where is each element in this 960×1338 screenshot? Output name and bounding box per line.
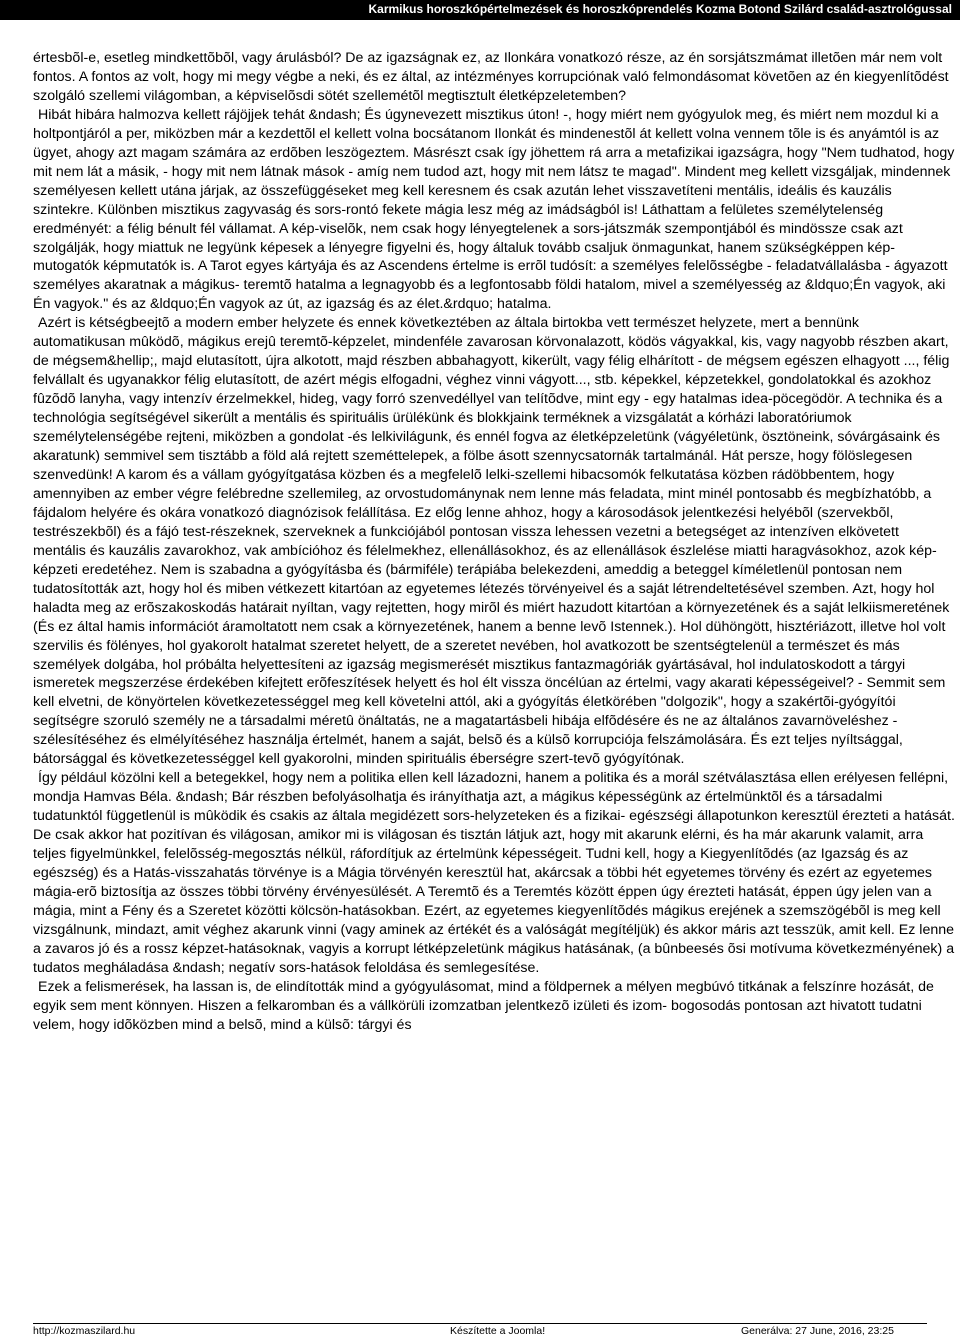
page-footer [0, 1323, 960, 1338]
paragraph-4: Így például közölni kell a betegekkel, hogy nem a politika ellen kell lázadozni, hanem a politika és a morál szétválasztása ellen erélyesen fellépni, mondja Hamvas Béla. &ndash; Bár részben befolyásolhatja és irányíthatja azt, a mágikus képességünk az értelmünktõl és a társadalmi tudatunktól függetlenül is mûködik és csakis az általa megidézett sors-helyzeteken és a fizikai- egészségi állapotunkon keresztül érezteti a hatását. De csak akkor hat pozitívan és világosan, amikor mi is világosan és tisztán látjuk azt, hogy mit akarunk elérni, és ha már akarunk valamit, arra teljes figyelmünkkel, felelõsség-megosztás nélkül, ráfordítjuk az értelmünk képességeit. Tudni kell, hogy a Kiegyenlítõdés (az Igazság és az egészség) és a Hatás-visszahatás törvénye is a Mágia törvényén keresztül hat, akárcsak a többi hét egyetemes törvény és ezért az egyetemes mágia-erõ biztosítja az összes többi törvény érvényesülését. A Teremtõ és a Teremtés között éppen úgy érezteti hatását, éppen úgy jelen van a mágia, mint a Fény és a Szeretet közötti kölcsön-hatásokban. Ezért, az egyetemes kiegyenlítõdés mágikus erejének a szemszögébõl is meg kell vizsgálnunk, mindazt, amit véghez akarunk vinni (vagy aminek az értékét és a valóságát megítéljük) és akkor máris azt tesszük, amit kell. Ez lenne a zavaros jó és a rossz képzet-hatásoknak, vagyis a korrupt létképzeletünk mágikus hatásának, (a bûnbeesés õsi motívuma következményének) a tudatos megháladása &ndash; negatív sors-hatások feloldása és semlegesítése. [33, 770, 955, 976]
header-title: Karmikus horoszkópértelmezések és horoszkóprendelés Kozma Botond Szilárd család-asztrológussal [368, 2, 952, 16]
page-header [0, 0, 960, 20]
footer-divider [33, 1323, 927, 1324]
footer-url[interactable]: http://kozmaszilard.hu [33, 1325, 136, 1337]
paragraph-2: Hibát hibára halmozva kellett rájöjjek tehát &ndash; És úgynevezett misztikus úton! -, hogy miért nem gyógyulok meg, és miért nem mozdul ki a holtpontjáról a per, miközben már a kezdettõl el kellett volna bocsátanom Ilonkát és mindenestõl át kellett volna vennem tõle is és anyámtól is az ügyet, ahogy azt magam számára az erdõben leszögeztem. Másrészt csak így jöhettem rá arra a metafizikai igazságra, hogy "Nem tudhatod, hogy mit nem lát a másik, - hogy mit nem látnak mások - amíg nem tudod azt, hogy mit nem látsz te magad". Mindent meg kellett vizsgáljak, mindennek személyesen kellett utána járjak, az összefüggéseket meg kell keresnem és csak azután lehet visszavetíteni mentális, ideális és kauzális szintekre. Különben misztikus zagyvaság és sors-rontó fekete mágia lesz még az imádságból is! Láthattam a felületes személytelenség eredményét: a félig bénult fél vállamat. A kép-viselõk, nem csak hogy lényegtelenek a sors-játszmák szempontjából és mindössze csak azt szolgálják, hogy miattuk ne legyünk képesek a lényegre figyelni és, hogy általuk tovább csaljuk önmagunkat, hanem szükségképpen kép-mutogatók képmutatók is. A Tarot egyes kártyája és az Ascendens értelme is errõl tudósít: a személyes felelõsségbe - feladatvállalásba - ágyazott személyes akaratnak a mágikus- teremtõ hatalma a legnagyobb és a legfontosabb földi hatalom, mivel a személyesség az &ldquo;Én vagyok, aki Én vagyok." és az &ldquo;Én vagyok az út, az igazság és az élet.&rdquo; hatalma. [33, 106, 955, 313]
paragraph-3: Azért is kétségbeejtõ a modern ember helyzete és ennek következtében az általa birtokba vett természet helyzete, mert a bennünk automatikusan mûködõ, mágikus erejû teremtõ-képzelet, mindenféle zavarosan körvonalazott, ködös vágyakkal, kis, vagy nagyobb részben akart, de mégsem&hellip;, majd elutasított, újra alkotott, majd részben abbahagyott, kikerült, vagy félig elhárított - de mégsem egészen elhagyott ..., félig felvállalt és ugyanakkor félig elutasított, de azért mégis elfogadni, véghez vinni vágyott..., stb. képekkel, képzetekkel, gondolatokkal és azokhoz fûzõdõ lanyha, vagy intenzív érzelmekkel, hideg, vagy forró szenvedéllyel van telítõdve, mint egy - egy hatalmas idea-pöcegödör. A technika és a technológia segítségével sikerült a mentális és spirituális ürülékünk és blokkjaink terméknek a vizsgálatát a kórházi laboratóriumok személytelenségébe rejteni, miközben a gondolat -és lelkivilágunk, és ennél fogva az életképzeletünk (vágyéletünk, ösztöneink, sóvárgásaink és akaratunk) semmivel sem tisztább a föld alá rejtett szeméttelepek, a fölbe ásott szennycsatornák tartalmánál. Hát persze, hogy fölöslegesen szenvedünk! A karom és a vállam gyógyítgatása közben és a megfelelõ lelki-szellemi hibacsomók felkutatása közben rádöbbentem, hogy amennyiben az ember végre felébredne szellemileg, az orvostudománynak nem lenne más feladata, mint minél pontosabb és megbízhatóbb, a fájdalom helyére és okára vonatkozó diagnózisok felállítása. Ez előg lenne ahhoz, hogy a károsodások jelentkezési helyébõl (szervekbõl, testrészekbõl) és a fájó test-részeknek, szerveknek a funkciójából pontosan vissza lehessen vezetni a betegséget az intenzíven elkövetett mentális és kauzális zavarokhoz, vak ambícióhoz és félelmekhez, ellenállásokhoz, és az ellenállások észlelése miatti haragvásokhoz, azok kép-képzeti eredetéhez. Nem is szabadna a gyógyításba és (bármiféle) terápiába belekezdeni, ameddig a beteggel kíméletlenül pontosan nem tudatosították azt, hogy hol és miben vétkezett kitartóan az egyetemes létezés törvényeivel és a saját létrendeltetésével szemben. Azt, hogy hol haladta meg az erõszakoskodás határait nyíltan, vagy rejtetten, hogy mirõl és miért hazudott kitartóan a környezetének és a saját lelkiismeretének (És ez által hamis információt áramoltatott nem csak a környezetének, hanem a benne levõ Istennek.). Hol dühöngött, hisztériázott, illetve hol volt szervilis és fölényes, hol gyakorolt hatalmat szeretet helyett, de a szeretet nevében, hol avatkozott be szentségtelenül a természet és más személyek dolgába, hol próbálta helyettesíteni az igazság megismerését misztikus fantazmagóriák gyártásával, hol indulatoskodott a tárgyi ismeretek megszerzése érdekében kifejtett erõfeszítések helyett és hol élt vissza öncélúan az értelmi, vagy akarati képességeivel? - Semmit sem kell elvetni, de könyörtelen következetességgel meg kell követelni attól, aki a gyógyítás életkörében "dolgozik", hogy a szakértõi-gyógyítói segítségre szoruló személy ne a társadalmi méretû önáltatás, ne a magatartásbeli hibája elfõdésére és ne az általános zavarnöveléshez - szélesítéséhez és elmélyítéséhez használja értelmét, hanem a saját, belsõ és a külsõ korrupciója felszámolására. És ezt teljes nyíltsággal, bátorsággal és következetességgel kell gyakorolni, minden spirituális éberségre szert-tevõ gyógyítónak. [33, 315, 950, 768]
document-body [33, 49, 955, 1035]
paragraph-5: Ezek a felismerések, ha lassan is, de elindították mind a gyógyulásomat, mind a földpernek a mélyen megbúvó titkának a felszínre hozását, de egyik sem ment könnyen. Hiszen a felkaromban és a vállkörüli izomzatban jelentkezõ izületi és izom- bogosodás pontosan azt hivatott tudatni velem, hogy idõközben mind a belsõ, mind a külsõ: tárgyi és [33, 978, 934, 1033]
footer-credit: Készítette a Joomla! [450, 1325, 546, 1337]
paragraph-1: értesbõl-e, esetleg mindkettõbõl, vagy árulásból? De az igazságnak ez, az Ilonkára vonatkozó része, az én sorsjátszmámat illetõen már nem volt fontos. A fontos az volt, hogy mi megy végbe a neki, és ez által, az intézményes korrupciónak való felmondásomat követõen az én kiegyenlítõdést szolgáló szellemi világomban, a képviselõsdi sötét szellemétõl megtisztult életképzeletemben? [33, 50, 949, 104]
footer-generated-date: Generálva: 27 June, 2016, 23:25 [741, 1325, 894, 1337]
